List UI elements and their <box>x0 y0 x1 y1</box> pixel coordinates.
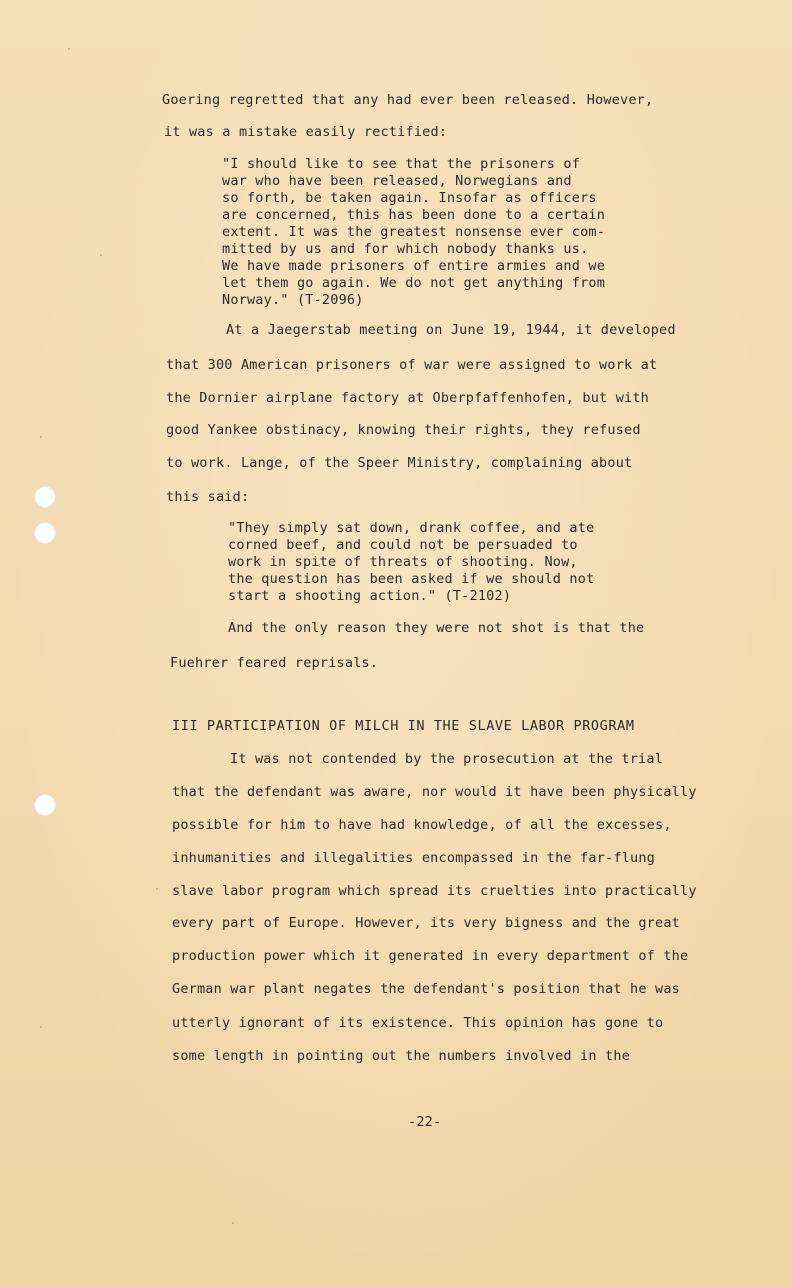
paper-speck <box>100 254 102 256</box>
paragraph-3-line-1: And the only reason they were not shot is that the <box>228 620 645 636</box>
paragraph-4-line-9: utterly ignorant of its existence. This opinion has gone to <box>172 1015 664 1031</box>
quote-2-line-2: corned beef, and could not be persuaded to <box>228 537 578 553</box>
paper-speck <box>232 1222 234 1224</box>
paragraph-4-line-4: inhumanities and illegalities encompassed in the far-flung <box>172 850 656 866</box>
quote-2-line-3: work in spite of threats of shooting. Now, <box>228 554 578 570</box>
section-heading: III PARTICIPATION OF MILCH IN THE SLAVE LABOR PROGRAM <box>172 718 635 734</box>
paragraph-2-line-5: to work. Lange, of the Speer Ministry, complaining about <box>166 455 633 471</box>
punch-hole-bottom <box>34 794 56 816</box>
page-number: -22- <box>408 1114 442 1130</box>
paragraph-4-line-1: It was not contended by the prosecution at the trial <box>230 751 664 767</box>
paper-speck <box>68 48 70 50</box>
quote-1-line-4: are concerned, this has been done to a certain <box>222 207 606 223</box>
paragraph-4-line-3: possible for him to have had knowledge, of all the excesses, <box>172 817 672 833</box>
quote-1-line-8: let them go again. We do not get anything from <box>222 275 606 291</box>
paragraph-4-line-10: some length in pointing out the numbers involved in the <box>172 1048 631 1064</box>
quote-1-line-1: "I should like to see that the prisoners of <box>222 156 581 172</box>
punch-hole-top <box>34 486 56 508</box>
paragraph-1-line-2: it was a mistake easily rectified: <box>164 124 448 140</box>
paragraph-2-line-2: that 300 American prisoners of war were assigned to work at <box>166 357 658 373</box>
quote-2-line-4: the question has been asked if we should not <box>228 571 595 587</box>
paragraph-4-line-2: that the defendant was aware, nor would it have been physically <box>172 784 697 800</box>
quote-1-line-2: war who have been released, Norwegians and <box>222 173 572 189</box>
paragraph-2-line-3: the Dornier airplane factory at Oberpfaffenhofen, but with <box>166 390 650 406</box>
quote-1-line-6: mitted by us and for which nobody thanks us. <box>222 241 589 257</box>
paragraph-2-line-6: this said: <box>166 489 250 505</box>
paper-speck <box>40 436 42 438</box>
quote-1-line-9: Norway." (T-2096) <box>222 292 364 308</box>
paragraph-4-line-8: German war plant negates the defendant's position that he was <box>172 981 680 997</box>
quote-2-line-5: start a shooting action." (T-2102) <box>228 588 512 604</box>
quote-1-line-3: so forth, be taken again. Insofar as officers <box>222 190 597 206</box>
paper-speck <box>156 888 158 890</box>
paper-speck <box>40 1026 42 1028</box>
paragraph-3-line-2: Fuehrer feared reprisals. <box>170 655 379 671</box>
quote-2-line-1: "They simply sat down, drank coffee, and ate <box>228 520 595 536</box>
paragraph-2-line-4: good Yankee obstinacy, knowing their rights, they refused <box>166 422 641 438</box>
quote-1-line-5: extent. It was the greatest nonsense ever com- <box>222 224 606 240</box>
punch-hole-middle <box>34 522 56 544</box>
quote-1-line-7: We have made prisoners of entire armies and we <box>222 258 606 274</box>
paragraph-4-line-7: production power which it generated in every department of the <box>172 948 689 964</box>
paragraph-4-line-5: slave labor program which spread its cruelties into practically <box>172 883 697 899</box>
paragraph-2-line-1: At a Jaegerstab meeting on June 19, 1944, it developed <box>226 322 676 338</box>
paragraph-1-line-1: Goering regretted that any had ever been released. However, <box>162 92 654 108</box>
paragraph-4-line-6: every part of Europe. However, its very bigness and the great <box>172 915 680 931</box>
